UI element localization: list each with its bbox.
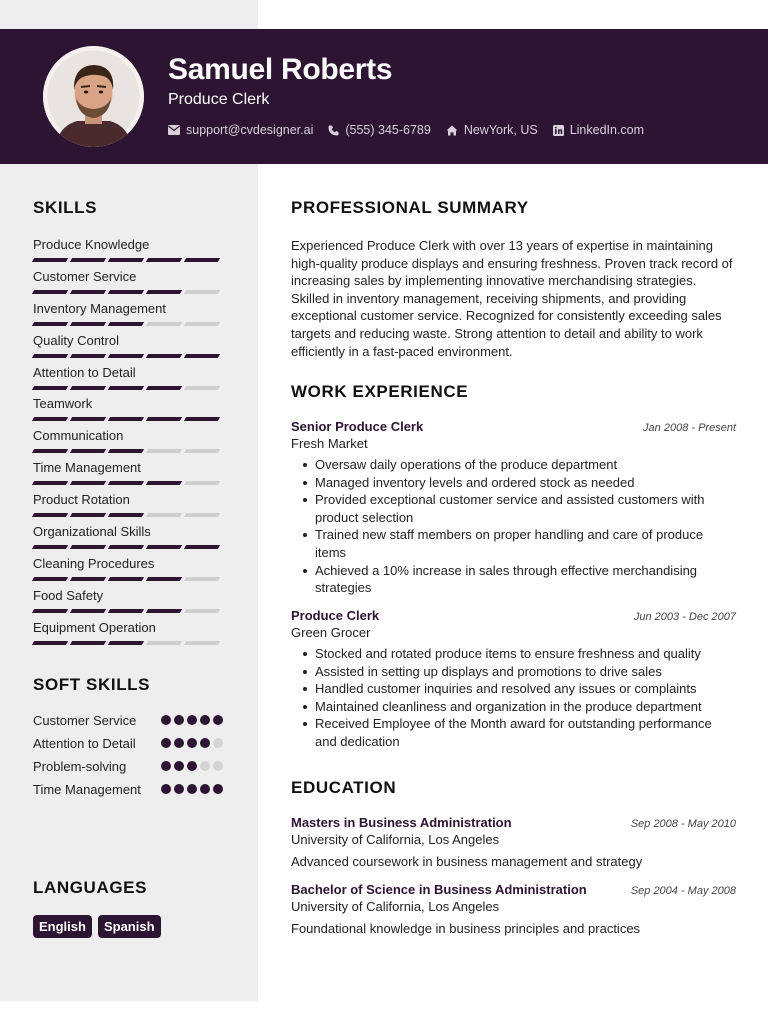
skill-level-segment <box>108 322 144 326</box>
skill-label: Equipment Operation <box>33 619 156 635</box>
rating-dot <box>161 738 171 748</box>
skill-item <box>33 587 223 619</box>
education-entry <box>291 815 736 869</box>
skill-level-segment <box>184 481 220 485</box>
skill-level-segment <box>70 417 106 421</box>
skill-level-segment <box>70 577 106 581</box>
skill-level-bar <box>33 449 223 453</box>
skill-level-bar <box>33 322 223 326</box>
skill-level-bar <box>33 641 223 645</box>
soft-skill-item <box>33 735 223 752</box>
job-dates: Jun 2003 - Dec 2007 <box>633 611 736 623</box>
skill-item <box>33 491 223 523</box>
linkedin-icon <box>553 125 564 136</box>
skill-level-segment <box>32 354 68 358</box>
skill-level-segment <box>32 641 68 645</box>
skill-level-segment <box>146 577 182 581</box>
education-degree: Bachelor of Science in Business Administration <box>291 882 587 897</box>
skill-item <box>33 332 223 364</box>
skill-item <box>33 427 223 459</box>
skill-level-segment <box>32 577 68 581</box>
skill-level-bar <box>33 290 223 294</box>
job-bullets <box>291 456 736 597</box>
job-dates: Jan 2008 - Present <box>643 422 736 434</box>
summary-heading: PROFESSIONAL SUMMARY <box>291 198 529 217</box>
skill-level-segment <box>146 417 182 421</box>
skill-level-bar <box>33 481 223 485</box>
soft-skill-rating <box>158 761 223 771</box>
skill-item <box>33 364 223 396</box>
skill-level-bar <box>33 513 223 517</box>
soft-skill-rating <box>158 715 223 725</box>
contact-bar <box>168 123 659 137</box>
languages-list <box>33 915 167 938</box>
skill-level-segment <box>184 258 220 262</box>
skill-level-bar <box>33 577 223 581</box>
rating-dot <box>161 761 171 771</box>
summary-text: Experienced Produce Clerk with over 13 years of expertise in maintaining high-quality produce displays and ensuring freshness. Proven track record of increasing sales by implementing innovative merchandising strategies. Skilled in inventory management, receiving shipments, and providing exceptional customer service. Recognized for consistently exceeding sales targets and reducing waste. Strong attention to detail and ability to work efficiently in a fast-paced environment. <box>291 238 733 359</box>
skill-label: Attention to Detail <box>33 364 136 380</box>
skill-level-segment <box>146 322 182 326</box>
skill-level-segment <box>108 513 144 517</box>
rating-dot <box>161 715 171 725</box>
skill-level-segment <box>184 417 220 421</box>
skill-level-segment <box>146 386 182 390</box>
skill-level-segment <box>32 417 68 421</box>
soft-skills-heading: SOFT SKILLS <box>33 675 151 694</box>
job-entry <box>291 419 736 597</box>
skill-item <box>33 459 223 491</box>
job-bullet: Trained new staff members on proper handling and care of produce items <box>301 526 736 561</box>
skill-level-segment <box>184 386 220 390</box>
contact-linkedin[interactable] <box>553 123 644 137</box>
skill-level-segment <box>32 545 68 549</box>
rating-dot <box>187 738 197 748</box>
rating-dot <box>200 761 210 771</box>
phone-icon <box>328 125 339 136</box>
skill-level-segment <box>184 290 220 294</box>
rating-dot <box>174 784 184 794</box>
skill-level-segment <box>108 258 144 262</box>
skill-level-segment <box>70 641 106 645</box>
job-bullet: Assisted in setting up displays and promotions to drive sales <box>301 663 736 681</box>
rating-dot <box>161 784 171 794</box>
skill-level-segment <box>146 641 182 645</box>
soft-skill-item <box>33 781 223 798</box>
rating-dot <box>174 738 184 748</box>
skill-level-segment <box>70 386 106 390</box>
skill-level-segment <box>146 481 182 485</box>
skill-item <box>33 619 223 651</box>
skill-label: Customer Service <box>33 268 137 284</box>
rating-dot <box>187 761 197 771</box>
skill-level-segment <box>108 609 144 613</box>
skill-item <box>33 395 223 427</box>
job-bullet: Managed inventory levels and ordered stock as needed <box>301 474 736 492</box>
skill-level-bar <box>33 354 223 358</box>
soft-skill-label: Time Management <box>33 782 141 797</box>
rating-dot <box>187 784 197 794</box>
job-bullet: Oversaw daily operations of the produce department <box>301 456 736 474</box>
skill-level-segment <box>108 545 144 549</box>
soft-skill-item <box>33 758 223 775</box>
job-bullet: Handled customer inquiries and resolved any issues or complaints <box>301 680 736 698</box>
rating-dot <box>200 784 210 794</box>
skill-level-bar <box>33 545 223 549</box>
skill-level-segment <box>108 354 144 358</box>
soft-skill-item <box>33 712 223 729</box>
skill-label: Inventory Management <box>33 300 166 316</box>
education-heading: EDUCATION <box>291 778 397 797</box>
skill-level-segment <box>70 545 106 549</box>
soft-skill-label: Attention to Detail <box>33 736 136 751</box>
rating-dot <box>200 738 210 748</box>
languages-heading: LANGUAGES <box>33 878 148 897</box>
skill-label: Organizational Skills <box>33 524 151 540</box>
skill-label: Product Rotation <box>33 492 130 508</box>
skill-level-segment <box>70 449 106 453</box>
skill-level-segment <box>146 258 182 262</box>
soft-skill-label: Customer Service <box>33 713 137 728</box>
profile-photo <box>43 46 144 147</box>
rating-dot <box>213 715 223 725</box>
job-bullet: Achieved a 10% increase in sales through effective merchandising strategies <box>301 562 736 597</box>
skill-level-segment <box>184 322 220 326</box>
skill-level-segment <box>184 545 220 549</box>
education-school: University of California, Los Angeles <box>291 832 500 847</box>
education-entry <box>291 882 736 936</box>
language-tag: English <box>33 915 92 938</box>
skill-level-segment <box>146 449 182 453</box>
skill-level-segment <box>32 258 68 262</box>
education-degree: Masters in Business Administration <box>291 815 512 830</box>
skill-level-segment <box>184 513 220 517</box>
skill-level-segment <box>32 609 68 613</box>
skills-heading: SKILLS <box>33 198 98 217</box>
skill-level-segment <box>108 449 144 453</box>
job-company: Fresh Market <box>291 436 368 451</box>
envelope-icon <box>168 125 180 135</box>
home-icon <box>446 125 458 136</box>
skill-level-bar <box>33 258 223 262</box>
skill-label: Cleaning Procedures <box>33 555 155 571</box>
skill-label: Quality Control <box>33 332 119 348</box>
skill-item <box>33 300 223 332</box>
rating-dot <box>213 761 223 771</box>
skill-level-bar <box>33 609 223 613</box>
contact-phone-text: (555) 345-6789 <box>345 123 431 137</box>
job-bullet: Stocked and rotated produce items to ensure freshness and quality <box>301 645 736 663</box>
skill-level-segment <box>70 354 106 358</box>
skill-label: Teamwork <box>33 396 93 412</box>
contact-phone[interactable] <box>328 123 430 137</box>
job-company: Green Grocer <box>291 625 371 640</box>
candidate-name: Samuel Roberts <box>168 53 393 86</box>
skill-level-segment <box>146 609 182 613</box>
skill-level-segment <box>184 449 220 453</box>
rating-dot <box>200 715 210 725</box>
skill-level-segment <box>184 641 220 645</box>
skill-item <box>33 523 223 555</box>
contact-location <box>446 123 538 137</box>
skill-level-segment <box>108 641 144 645</box>
skill-level-segment <box>70 609 106 613</box>
education-school: University of California, Los Angeles <box>291 899 500 914</box>
rating-dot <box>213 784 223 794</box>
contact-location-text: NewYork, US <box>463 123 538 137</box>
skill-label: Produce Knowledge <box>33 237 150 252</box>
job-bullet: Received Employee of the Month award for outstanding performance and dedication <box>301 715 736 750</box>
skill-level-segment <box>108 577 144 581</box>
skill-level-segment <box>70 513 106 517</box>
rating-dot <box>213 738 223 748</box>
skill-level-segment <box>70 290 106 294</box>
skill-level-segment <box>108 417 144 421</box>
skill-level-segment <box>32 481 68 485</box>
skill-level-segment <box>146 290 182 294</box>
skill-level-segment <box>32 386 68 390</box>
job-bullet: Provided exceptional customer service and assisted customers with product selection <box>301 491 736 526</box>
job-role: Produce Clerk <box>291 608 380 623</box>
language-tag: Spanish <box>98 915 161 938</box>
skill-level-bar <box>33 417 223 421</box>
education-dates: Sep 2004 - May 2008 <box>630 885 736 897</box>
skill-level-segment <box>32 322 68 326</box>
soft-skill-label: Problem-solving <box>33 759 127 774</box>
soft-skill-rating <box>158 738 223 748</box>
skill-level-segment <box>146 513 182 517</box>
skill-level-segment <box>32 513 68 517</box>
skill-level-segment <box>70 258 106 262</box>
education-description: Foundational knowledge in business principles and practices <box>291 921 641 936</box>
job-role: Senior Produce Clerk <box>291 419 424 434</box>
contact-email-text: support@cvdesigner.ai <box>186 123 314 137</box>
job-entry <box>291 608 736 751</box>
skill-item <box>33 555 223 587</box>
rating-dot <box>174 761 184 771</box>
soft-skills-list <box>33 712 223 798</box>
skill-level-segment <box>146 545 182 549</box>
skill-label: Food Safety <box>33 587 104 603</box>
rating-dot <box>174 715 184 725</box>
job-bullets <box>291 645 736 751</box>
skill-label: Time Management <box>33 460 141 476</box>
contact-linkedin-text: LinkedIn.com <box>569 123 645 137</box>
skill-level-segment <box>108 481 144 485</box>
candidate-title: Produce Clerk <box>168 91 270 108</box>
skill-item <box>33 236 223 268</box>
education-description: Advanced coursework in business management and strategy <box>291 854 643 869</box>
experience-heading: WORK EXPERIENCE <box>291 382 469 401</box>
contact-email[interactable] <box>168 123 313 137</box>
skill-label: Communication <box>33 428 124 444</box>
rating-dot <box>187 715 197 725</box>
skill-level-segment <box>70 481 106 485</box>
skill-level-segment <box>32 290 68 294</box>
skill-level-bar <box>33 386 223 390</box>
skill-level-segment <box>184 609 220 613</box>
skill-level-segment <box>108 386 144 390</box>
skill-level-segment <box>32 449 68 453</box>
soft-skill-rating <box>158 784 223 794</box>
skill-level-segment <box>184 354 220 358</box>
skill-level-segment <box>146 354 182 358</box>
skill-item <box>33 268 223 300</box>
job-bullet: Maintained cleanliness and organization in the produce department <box>301 698 736 716</box>
skills-list <box>33 236 223 651</box>
skill-level-segment <box>70 322 106 326</box>
skill-level-segment <box>108 290 144 294</box>
education-dates: Sep 2008 - May 2010 <box>630 818 736 830</box>
skill-level-segment <box>184 577 220 581</box>
